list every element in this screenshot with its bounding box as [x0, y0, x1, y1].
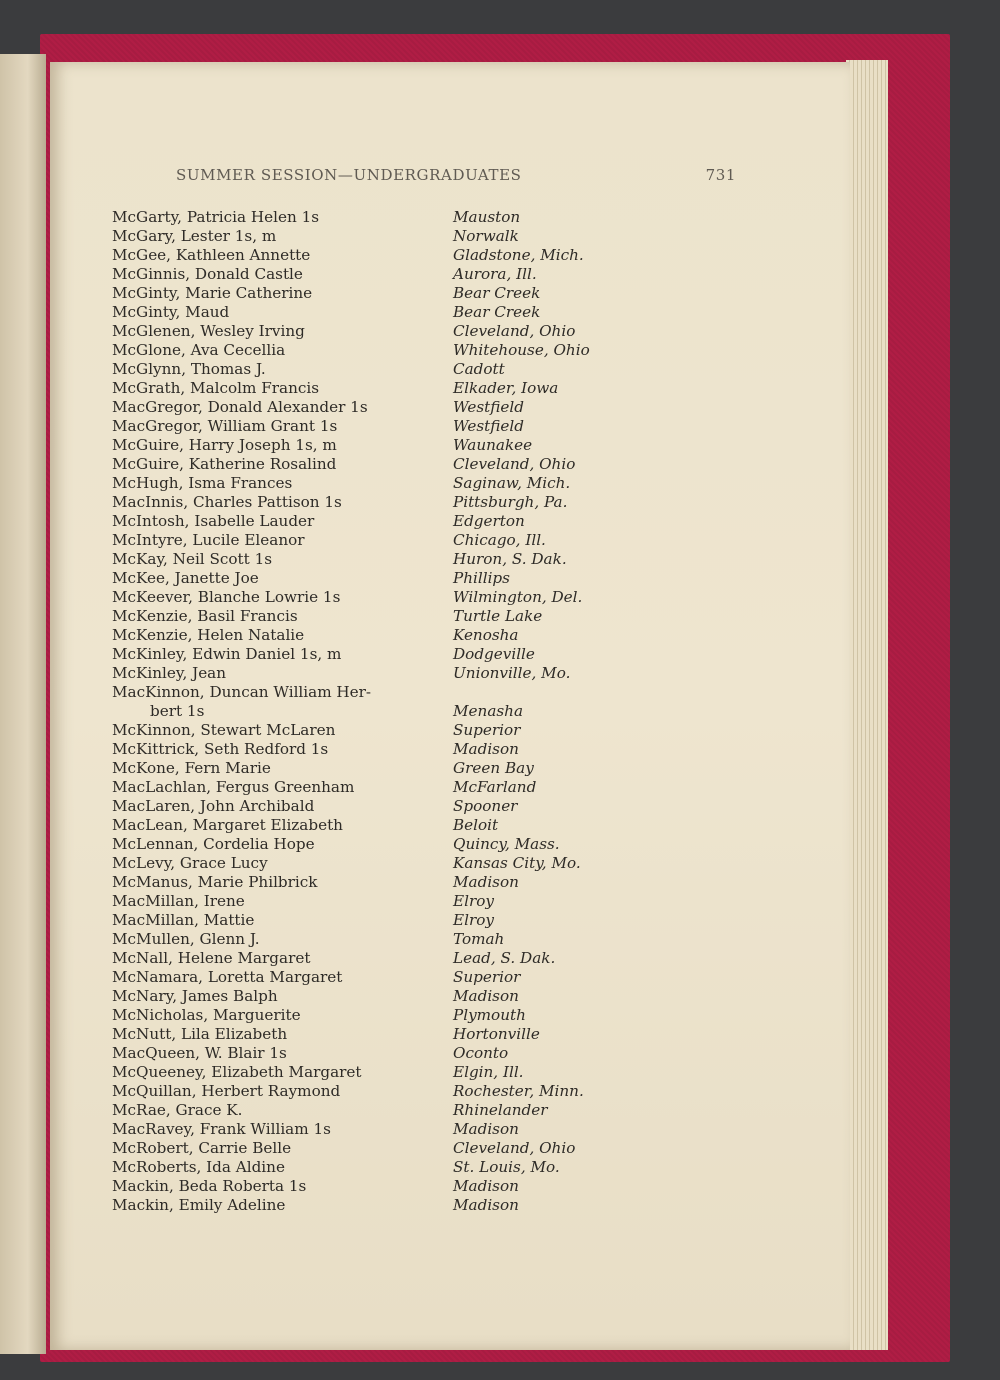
student-name: McGarty, Patricia Helen 1s	[112, 208, 320, 226]
student-name: McGuire, Harry Joseph 1s, m	[112, 436, 337, 454]
student-name: McKittrick, Seth Redford 1s	[112, 740, 329, 758]
hometown: Norwalk	[453, 227, 519, 245]
page-number: 731	[705, 166, 736, 184]
list-item	[112, 740, 672, 759]
list-item	[112, 493, 672, 512]
hometown: Huron, S. Dak.	[453, 550, 567, 568]
running-head-title: SUMMER SESSION—UNDERGRADUATES	[176, 166, 522, 184]
student-name: McIntosh, Isabelle Lauder	[112, 512, 315, 530]
hometown: Madison	[453, 1196, 519, 1214]
student-name: McNutt, Lila Elizabeth	[112, 1025, 288, 1043]
list-item	[112, 1006, 672, 1025]
student-name: McLennan, Cordelia Hope	[112, 835, 315, 853]
student-name: MacRavey, Frank William 1s	[112, 1120, 331, 1138]
list-item	[112, 721, 672, 740]
hometown: Green Bay	[453, 759, 534, 777]
hometown: Tomah	[453, 930, 505, 948]
hometown: Beloit	[453, 816, 499, 834]
hometown: Phillips	[453, 569, 510, 587]
hometown: Cadott	[453, 360, 505, 378]
student-name: McGinnis, Donald Castle	[112, 265, 303, 283]
list-item	[112, 512, 672, 531]
hometown: Aurora, Ill.	[453, 265, 537, 283]
student-name: MacLachlan, Fergus Greenham	[112, 778, 355, 796]
hometown: Chicago, Ill.	[453, 531, 546, 549]
hometown: Cleveland, Ohio	[453, 1139, 576, 1157]
list-item	[112, 664, 672, 683]
hometown: Turtle Lake	[453, 607, 543, 625]
list-item	[112, 892, 672, 911]
list-item	[112, 284, 672, 303]
list-item	[112, 379, 672, 398]
student-name: McIntyre, Lucile Eleanor	[112, 531, 305, 549]
student-name: McRae, Grace K.	[112, 1101, 243, 1119]
hometown: Madison	[453, 873, 519, 891]
list-item	[112, 835, 672, 854]
hometown: Hortonville	[453, 1025, 540, 1043]
list-item	[112, 1139, 672, 1158]
list-item	[112, 911, 672, 930]
list-item	[112, 360, 672, 379]
list-item	[112, 930, 672, 949]
student-name: McRobert, Carrie Belle	[112, 1139, 292, 1157]
student-name: McGary, Lester 1s, m	[112, 227, 277, 245]
hometown: Madison	[453, 1177, 519, 1195]
list-item	[112, 341, 672, 360]
list-item	[112, 797, 672, 816]
student-name: McKinley, Edwin Daniel 1s, m	[112, 645, 342, 663]
student-name: McGinty, Maud	[112, 303, 230, 321]
list-item	[112, 1158, 672, 1177]
hometown: Bear Creek	[453, 284, 541, 302]
student-name: MacLean, Margaret Elizabeth	[112, 816, 343, 834]
student-name: McNamara, Loretta Margaret	[112, 968, 343, 986]
student-name: McNary, James Balph	[112, 987, 278, 1005]
student-name: McLevy, Grace Lucy	[112, 854, 268, 872]
list-item	[112, 227, 672, 246]
hometown: Spooner	[453, 797, 518, 815]
student-name: McKenzie, Basil Francis	[112, 607, 298, 625]
hometown: St. Louis, Mo.	[453, 1158, 560, 1176]
student-name: McGuire, Katherine Rosalind	[112, 455, 337, 473]
hometown: Madison	[453, 1120, 519, 1138]
hometown: Saginaw, Mich.	[453, 474, 571, 492]
list-item	[112, 816, 672, 835]
list-item	[112, 626, 672, 645]
list-item	[112, 873, 672, 892]
list-item	[112, 987, 672, 1006]
hometown: Elroy	[453, 892, 494, 910]
hometown: Waunakee	[453, 436, 533, 454]
hometown: Bear Creek	[453, 303, 541, 321]
list-item	[112, 1082, 672, 1101]
list-item	[112, 607, 672, 626]
student-name: McGlenen, Wesley Irving	[112, 322, 305, 340]
list-item	[112, 588, 672, 607]
list-item	[112, 683, 672, 702]
list-item	[112, 1196, 672, 1215]
hometown: Kansas City, Mo.	[453, 854, 581, 872]
hometown: Wilmington, Del.	[453, 588, 583, 606]
student-name: McNicholas, Marguerite	[112, 1006, 301, 1024]
hometown: Elroy	[453, 911, 494, 929]
student-name: MacMillan, Mattie	[112, 911, 255, 929]
hometown: Superior	[453, 968, 521, 986]
student-name: McKee, Janette Joe	[112, 569, 259, 587]
hometown: Madison	[453, 987, 519, 1005]
list-item	[112, 1120, 672, 1139]
hometown: Plymouth	[453, 1006, 526, 1024]
hometown: Menasha	[453, 702, 524, 720]
list-item	[112, 854, 672, 873]
student-name: McMullen, Glenn J.	[112, 930, 260, 948]
list-item	[112, 303, 672, 322]
list-item	[112, 778, 672, 797]
facing-page-edge	[0, 54, 46, 1354]
student-name: McGrath, Malcolm Francis	[112, 379, 320, 397]
list-item	[112, 550, 672, 569]
hometown: Mauston	[453, 208, 521, 226]
hometown: Cleveland, Ohio	[453, 322, 576, 340]
list-item	[112, 246, 672, 265]
list-item	[112, 968, 672, 987]
hometown: Cleveland, Ohio	[453, 455, 576, 473]
student-name: McGlynn, Thomas J.	[112, 360, 266, 378]
student-name: McKay, Neil Scott 1s	[112, 550, 273, 568]
student-name: McManus, Marie Philbrick	[112, 873, 318, 891]
list-item	[112, 265, 672, 284]
page-edges	[846, 60, 888, 1350]
student-list	[112, 208, 672, 1215]
list-item	[112, 759, 672, 778]
hometown: Unionville, Mo.	[453, 664, 571, 682]
list-item	[112, 208, 672, 227]
student-name: McKeever, Blanche Lowrie 1s	[112, 588, 341, 606]
student-name: McKone, Fern Marie	[112, 759, 271, 777]
hometown: Superior	[453, 721, 521, 739]
list-item	[112, 702, 672, 721]
list-item	[112, 531, 672, 550]
list-item	[112, 417, 672, 436]
hometown: Quincy, Mass.	[453, 835, 560, 853]
list-item	[112, 436, 672, 455]
student-name: MacInnis, Charles Pattison 1s	[112, 493, 342, 511]
list-item	[112, 474, 672, 493]
student-name: McKinnon, Stewart McLaren	[112, 721, 336, 739]
student-name: bert 1s	[150, 702, 205, 720]
student-name: McGlone, Ava Cecellia	[112, 341, 286, 359]
student-name: Mackin, Beda Roberta 1s	[112, 1177, 307, 1195]
list-item	[112, 1177, 672, 1196]
student-name: MacGregor, Donald Alexander 1s	[112, 398, 368, 416]
list-item	[112, 455, 672, 474]
hometown: Oconto	[453, 1044, 509, 1062]
hometown: McFarland	[453, 778, 537, 796]
student-name: Mackin, Emily Adeline	[112, 1196, 286, 1214]
student-name: McGee, Kathleen Annette	[112, 246, 311, 264]
hometown: Lead, S. Dak.	[453, 949, 556, 967]
hometown: Elgin, Ill.	[453, 1063, 524, 1081]
student-name: McNall, Helene Margaret	[112, 949, 311, 967]
student-name: MacMillan, Irene	[112, 892, 245, 910]
student-name: MacLaren, John Archibald	[112, 797, 315, 815]
running-head	[176, 166, 736, 188]
list-item	[112, 398, 672, 417]
student-name: McGinty, Marie Catherine	[112, 284, 313, 302]
hometown: Edgerton	[453, 512, 525, 530]
student-name: MacKinnon, Duncan William Her-	[112, 683, 372, 701]
list-item	[112, 1101, 672, 1120]
list-item	[112, 1025, 672, 1044]
hometown: Kenosha	[453, 626, 519, 644]
hometown: Madison	[453, 740, 519, 758]
list-item	[112, 949, 672, 968]
hometown: Pittsburgh, Pa.	[453, 493, 568, 511]
list-item	[112, 1063, 672, 1082]
list-item	[112, 645, 672, 664]
student-name: McKinley, Jean	[112, 664, 227, 682]
student-name: McKenzie, Helen Natalie	[112, 626, 305, 644]
hometown: Westfield	[453, 417, 524, 435]
hometown: Westfield	[453, 398, 524, 416]
student-name: McQueeney, Elizabeth Margaret	[112, 1063, 362, 1081]
list-item	[112, 1044, 672, 1063]
student-name: McHugh, Isma Frances	[112, 474, 293, 492]
list-item	[112, 322, 672, 341]
hometown: Elkader, Iowa	[453, 379, 559, 397]
hometown: Whitehouse, Ohio	[453, 341, 590, 359]
hometown: Gladstone, Mich.	[453, 246, 584, 264]
student-name: MacGregor, William Grant 1s	[112, 417, 338, 435]
hometown: Rhinelander	[453, 1101, 548, 1119]
student-name: McQuillan, Herbert Raymond	[112, 1082, 341, 1100]
hometown: Rochester, Minn.	[453, 1082, 584, 1100]
list-item	[112, 569, 672, 588]
student-name: McRoberts, Ida Aldine	[112, 1158, 285, 1176]
student-name: MacQueen, W. Blair 1s	[112, 1044, 287, 1062]
hometown: Dodgeville	[453, 645, 535, 663]
